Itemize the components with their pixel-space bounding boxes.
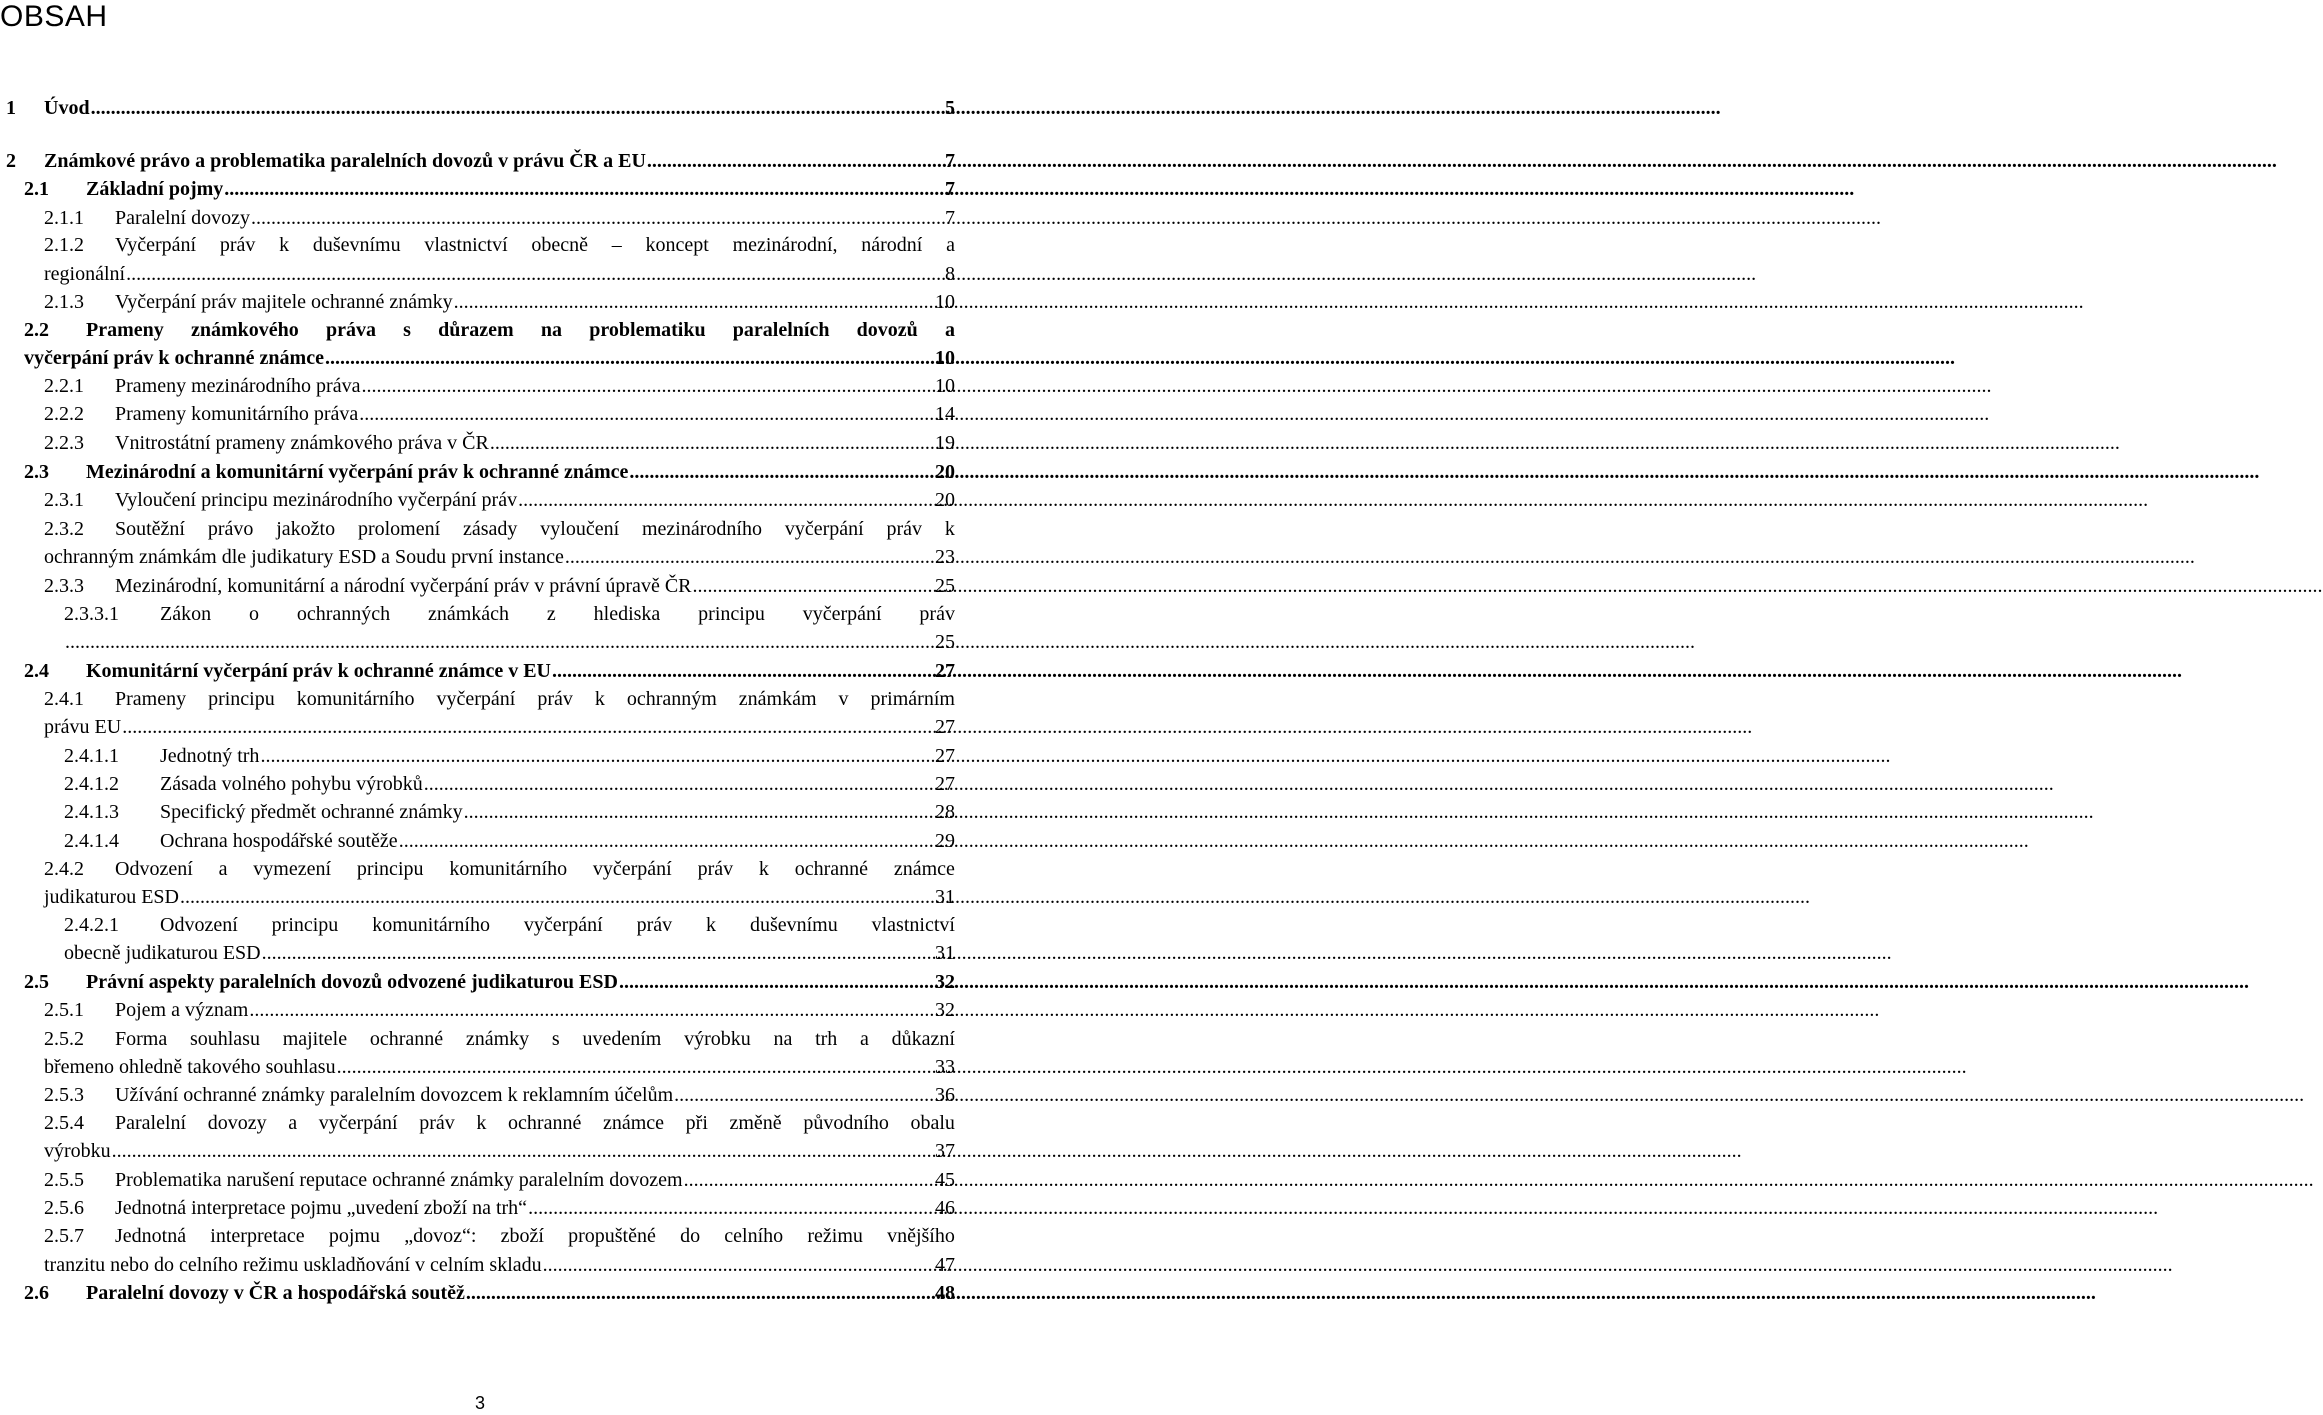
toc-entry-page: 48 bbox=[935, 1282, 955, 1304]
toc-entry-number: 1 bbox=[6, 97, 16, 119]
toc-entry-page: 27 bbox=[935, 660, 955, 682]
toc-entry-title: Mezinárodní, komunitární a národní vyčerpání práv v právní úpravě ČR bbox=[115, 575, 692, 597]
toc-entry-number: 2.4.2 bbox=[44, 858, 84, 880]
toc-entry-title: Vnitrostátní prameny známkového práva v ČR bbox=[115, 432, 489, 454]
toc-entry-number: 2.2.2 bbox=[44, 403, 84, 425]
toc-leader-dots bbox=[629, 460, 934, 484]
toc-leader-dots bbox=[490, 431, 934, 455]
toc-entry-number: 2.1.3 bbox=[44, 291, 84, 313]
toc-entry-page: 25 bbox=[935, 575, 955, 597]
toc-entry-title: Forma souhlasu majitele ochranné známky s uvedením výrobku na trh a důkazní bbox=[115, 1028, 955, 1050]
toc-entry-number: 2.1 bbox=[24, 178, 49, 200]
toc-leader-dots bbox=[528, 1196, 934, 1220]
toc-entry-page: 27 bbox=[935, 745, 955, 767]
toc-entry-number: 2.4.1.1 bbox=[64, 745, 119, 767]
toc-entry-title-continued: obecně judikaturou ESD bbox=[64, 942, 261, 964]
toc-entry-title-continued: právu EU bbox=[44, 716, 122, 738]
toc-entry-title: Právní aspekty paralelních dovozů odvozené judikaturou ESD bbox=[86, 971, 618, 993]
toc-entry-title: Vyloučení principu mezinárodního vyčerpání práv bbox=[115, 489, 518, 511]
toc-entry-title: Prameny známkového práva s důrazem na problematiku paralelních dovozů a bbox=[86, 319, 955, 341]
toc-leader-dots bbox=[359, 402, 934, 426]
toc-entry-page: 33 bbox=[935, 1056, 955, 1078]
toc-leader-dots bbox=[337, 1055, 934, 1079]
toc-entry-page: 27 bbox=[935, 773, 955, 795]
toc-entry-number: 2.3.1 bbox=[44, 489, 84, 511]
toc-entry-title: Komunitární vyčerpání práv k ochranné známce v EU bbox=[86, 660, 551, 682]
toc-entry-number: 2.5.2 bbox=[44, 1028, 84, 1050]
toc-entry-page: 47 bbox=[935, 1254, 955, 1276]
toc-entry-number: 2.4.2.1 bbox=[64, 914, 119, 936]
toc-entry-title-continued: tranzitu nebo do celního režimu uskladňování v celním skladu bbox=[44, 1254, 542, 1276]
toc-leader-dots bbox=[65, 630, 934, 654]
toc-leader-dots bbox=[543, 1253, 934, 1277]
toc-entry-title: Prameny principu komunitárního vyčerpání práv k ochranným známkám v primárním bbox=[115, 688, 955, 710]
toc-leader-dots bbox=[260, 744, 934, 768]
toc-entry-page: 7 bbox=[945, 178, 955, 200]
toc-entry-number: 2.4.1 bbox=[44, 688, 84, 710]
toc-entry-page: 14 bbox=[935, 403, 955, 425]
toc-entry-number: 2.5.1 bbox=[44, 999, 84, 1021]
toc-entry-page: 5 bbox=[945, 97, 955, 119]
toc-entry-number: 2.5.3 bbox=[44, 1084, 84, 1106]
toc-entry-page: 19 bbox=[935, 432, 955, 454]
toc-entry-title: Ochrana hospodářské soutěže bbox=[160, 830, 398, 852]
toc-entry-title: Paralelní dovozy bbox=[115, 207, 250, 229]
toc-entry-page: 10 bbox=[935, 375, 955, 397]
toc-leader-dots bbox=[249, 998, 934, 1022]
toc-entry-number: 2.5.6 bbox=[44, 1197, 84, 1219]
toc-entry-page: 32 bbox=[935, 999, 955, 1021]
toc-entry-page: 29 bbox=[935, 830, 955, 852]
toc-entry-page: 31 bbox=[935, 942, 955, 964]
toc-leader-dots bbox=[693, 574, 935, 598]
toc-entry-title: Paralelní dovozy a vyčerpání práv k ochranné známce při změně původního obalu bbox=[115, 1112, 955, 1134]
toc-entry-title: Problematika narušení reputace ochranné známky paralelním dovozem bbox=[115, 1169, 683, 1191]
toc-entry-page: 32 bbox=[935, 971, 955, 993]
page-title: OBSAH bbox=[0, 0, 108, 33]
toc-entry-page: 31 bbox=[935, 886, 955, 908]
toc-leader-dots bbox=[262, 941, 934, 965]
toc-leader-dots bbox=[251, 206, 944, 230]
toc-entry-number: 2.3.3 bbox=[44, 575, 84, 597]
toc-entry-title: Prameny mezinárodního práva bbox=[115, 375, 361, 397]
toc-entry-number: 2.3 bbox=[24, 461, 49, 483]
toc-entry-number: 2.2.3 bbox=[44, 432, 84, 454]
toc-entry-title-continued: výrobku bbox=[44, 1140, 111, 1162]
page-number: 3 bbox=[474, 1393, 485, 1413]
toc-entry-page: 28 bbox=[935, 801, 955, 823]
toc-entry-title: Prameny komunitárního práva bbox=[115, 403, 359, 425]
toc-entry-number: 2.4 bbox=[24, 660, 49, 682]
toc-entry-title-continued: regionální bbox=[44, 263, 126, 285]
toc-entry-number: 2.6 bbox=[24, 1282, 49, 1304]
toc-leader-dots bbox=[224, 177, 944, 201]
toc-leader-dots bbox=[518, 488, 934, 512]
toc-leader-dots bbox=[464, 800, 934, 824]
toc-entry-title: Soutěžní právo jakožto prolomení zásady vyloučení mezinárodního vyčerpání práv k bbox=[115, 518, 955, 540]
toc-entry-number: 2.5.7 bbox=[44, 1225, 84, 1247]
toc-entry-page: 7 bbox=[945, 150, 955, 172]
toc-entry-title: Zásada volného pohybu výrobků bbox=[160, 773, 423, 795]
toc-entry-page: 23 bbox=[935, 546, 955, 568]
toc-entry-title-continued: vyčerpání práv k ochranné známce bbox=[24, 347, 324, 369]
toc-leader-dots bbox=[112, 1139, 934, 1163]
toc-entry-page: 10 bbox=[935, 291, 955, 313]
toc-leader-dots bbox=[126, 262, 944, 286]
toc-leader-dots bbox=[552, 659, 934, 683]
toc-leader-dots bbox=[619, 970, 934, 994]
toc-entry-title: Pojem a význam bbox=[115, 999, 249, 1021]
toc-entry-number: 2.5.5 bbox=[44, 1169, 84, 1191]
toc-entry-number: 2.1.1 bbox=[44, 207, 84, 229]
toc-entry-title: Specifický předmět ochranné známky bbox=[160, 801, 463, 823]
toc-entry-title-continued: ochranným známkám dle judikatury ESD a Soudu první instance bbox=[44, 546, 564, 568]
toc-entry-title: Úvod bbox=[44, 97, 90, 119]
toc-entry-title: Odvození a vymezení principu komunitárního vyčerpání práv k ochranné známce bbox=[115, 858, 955, 880]
toc-leader-dots bbox=[466, 1281, 934, 1305]
toc-entry-page: 25 bbox=[935, 631, 955, 653]
toc-entry-number: 2.1.2 bbox=[44, 234, 84, 256]
toc-leader-dots bbox=[454, 290, 934, 314]
toc-entry-number: 2.3.3.1 bbox=[64, 603, 119, 625]
toc-entry-number: 2.4.1.3 bbox=[64, 801, 119, 823]
toc-entry-number: 2.2.1 bbox=[44, 375, 84, 397]
toc-entry-title: Paralelní dovozy v ČR a hospodářská soutěž bbox=[86, 1282, 465, 1304]
toc-leader-dots bbox=[674, 1083, 934, 1107]
toc-leader-dots bbox=[180, 885, 934, 909]
toc-entry-number: 2.2 bbox=[24, 319, 49, 341]
toc-entry-number: 2.5 bbox=[24, 971, 49, 993]
toc-entry-page: 45 bbox=[935, 1169, 955, 1191]
toc-entry-title-continued: břemeno ohledně takového souhlasu bbox=[44, 1056, 336, 1078]
toc-leader-dots bbox=[565, 545, 934, 569]
toc-entry-page: 20 bbox=[935, 489, 955, 511]
toc-leader-dots bbox=[684, 1168, 934, 1192]
toc-entry-number: 2.3.2 bbox=[44, 518, 84, 540]
toc-entry-page: 7 bbox=[945, 207, 955, 229]
toc-entry-page: 46 bbox=[935, 1197, 955, 1219]
toc-entry-title: Zákon o ochranných známkách z hlediska principu vyčerpání práv bbox=[160, 603, 955, 625]
toc-entry-number: 2.5.4 bbox=[44, 1112, 84, 1134]
toc-entry-page: 27 bbox=[935, 716, 955, 738]
toc-entry-title: Známkové právo a problematika paralelních dovozů v právu ČR a EU bbox=[44, 150, 646, 172]
toc-entry-page: 36 bbox=[935, 1084, 955, 1106]
toc-entry-page: 8 bbox=[945, 263, 955, 285]
toc-entry-title: Mezinárodní a komunitární vyčerpání práv k ochranné známce bbox=[86, 461, 629, 483]
toc-leader-dots bbox=[361, 374, 934, 398]
toc-entry-title: Jednotný trh bbox=[160, 745, 260, 767]
toc-entry-page: 20 bbox=[935, 461, 955, 483]
toc-leader-dots bbox=[325, 346, 934, 370]
toc-entry-page: 37 bbox=[935, 1140, 955, 1162]
toc-leader-dots bbox=[647, 149, 944, 173]
toc-entry-number: 2.4.1.2 bbox=[64, 773, 119, 795]
toc-entry-title-continued: judikaturou ESD bbox=[44, 886, 179, 908]
toc-entry-title: Vyčerpání práv k duševnímu vlastnictví obecně – koncept mezinárodní, národní a bbox=[115, 234, 955, 256]
toc-entry-title: Jednotná interpretace pojmu „dovoz“: zboží propuštěné do celního režimu vnějšího bbox=[115, 1225, 955, 1247]
toc-entry-title: Odvození principu komunitárního vyčerpání práv k duševnímu vlastnictví bbox=[160, 914, 955, 936]
toc-leader-dots bbox=[122, 715, 934, 739]
toc-entry-page: 10 bbox=[935, 347, 955, 369]
toc-entry-title: Základní pojmy bbox=[86, 178, 224, 200]
toc-entry-title: Užívání ochranné známky paralelním dovozcem k reklamním účelům bbox=[115, 1084, 674, 1106]
toc-entry-title: Jednotná interpretace pojmu „uvedení zboží na trh“ bbox=[115, 1197, 528, 1219]
toc-leader-dots bbox=[399, 829, 934, 853]
toc-entry-number: 2.4.1.4 bbox=[64, 830, 119, 852]
toc-entry-title: Vyčerpání práv majitele ochranné známky bbox=[115, 291, 453, 313]
toc-leader-dots bbox=[91, 96, 944, 120]
toc-leader-dots bbox=[424, 772, 934, 796]
toc-entry-number: 2 bbox=[6, 150, 16, 172]
